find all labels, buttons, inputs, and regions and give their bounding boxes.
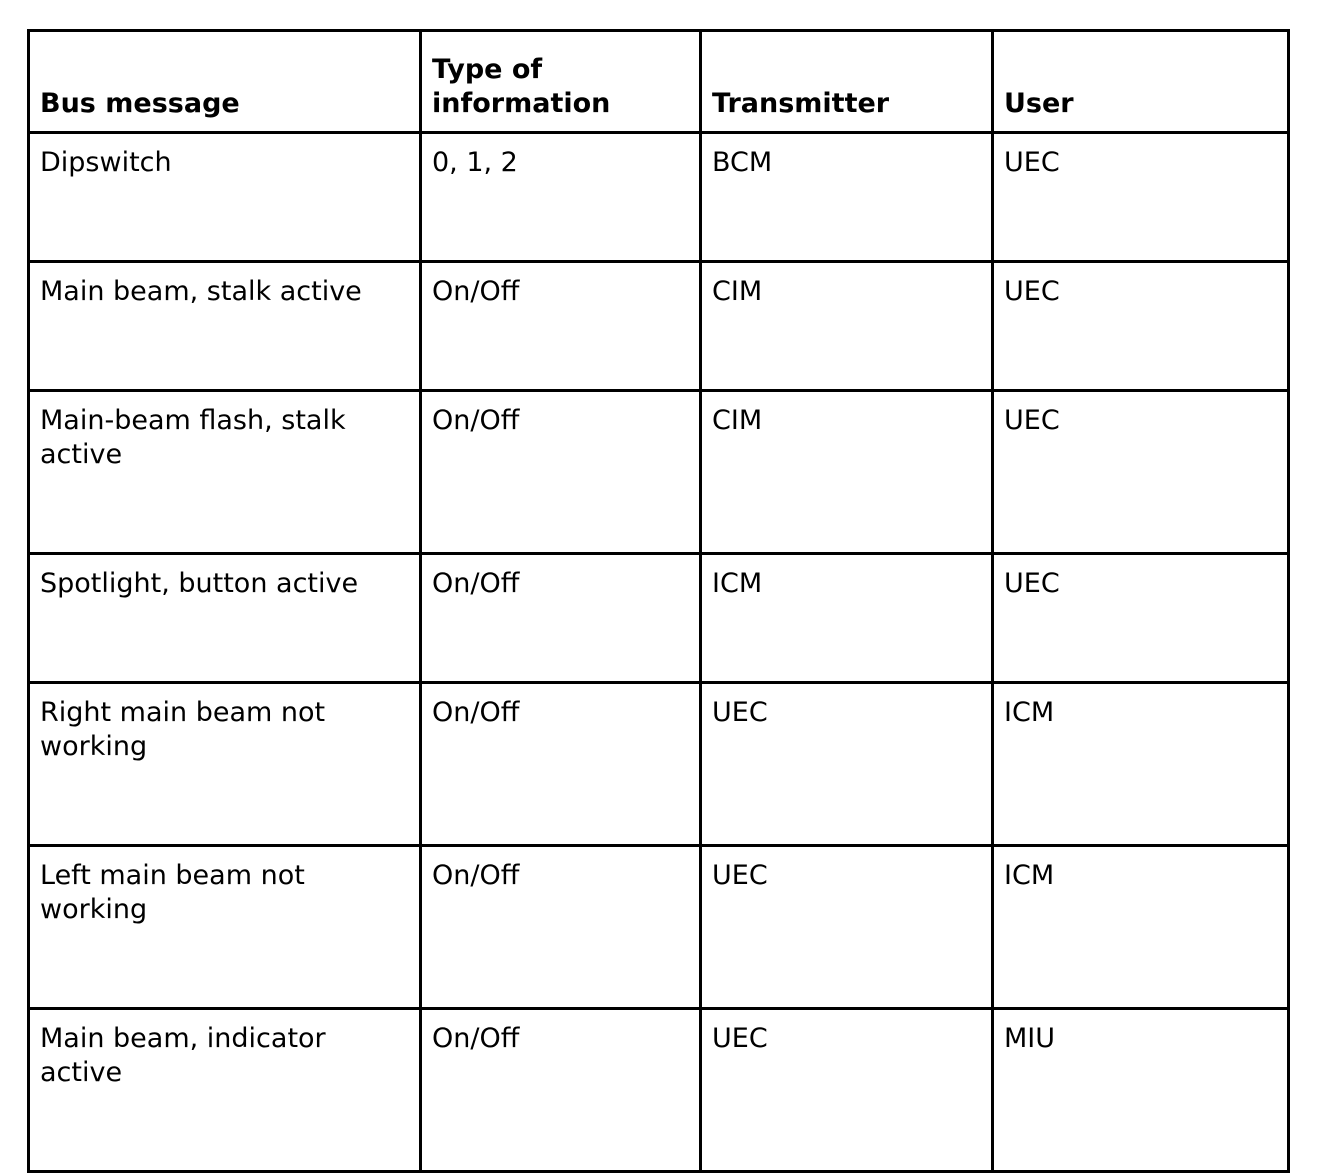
table-row [29,1009,1289,1172]
header-user: User [993,31,1289,133]
cell-bus-message: Right main beam not working [29,683,421,846]
table-header-row [29,31,1289,133]
cell-transmitter: CIM [701,262,993,391]
cell-type-of-information: On/Off [421,391,701,554]
cell-type-of-information: On/Off [421,554,701,683]
cell-bus-message: Main-beam flash, stalk active [29,391,421,554]
cell-user: UEC [993,554,1289,683]
table-row [29,846,1289,1009]
cell-type-of-information: On/Off [421,1009,701,1172]
cell-transmitter: BCM [701,133,993,262]
cell-transmitter: UEC [701,683,993,846]
cell-transmitter: UEC [701,846,993,1009]
cell-transmitter: UEC [701,1009,993,1172]
cell-user: ICM [993,846,1289,1009]
table-row [29,683,1289,846]
cell-bus-message: Spotlight, button active [29,554,421,683]
cell-transmitter: CIM [701,391,993,554]
cell-bus-message: Left main beam not working [29,846,421,1009]
cell-user: UEC [993,391,1289,554]
table-row [29,133,1289,262]
cell-bus-message: Dipswitch [29,133,421,262]
cell-bus-message: Main beam, stalk active [29,262,421,391]
header-transmitter: Transmitter [701,31,993,133]
cell-type-of-information: On/Off [421,846,701,1009]
cell-user: ICM [993,683,1289,846]
cell-user: MIU [993,1009,1289,1172]
cell-bus-message: Main beam, indicator active [29,1009,421,1172]
cell-type-of-information: On/Off [421,262,701,391]
table-row [29,554,1289,683]
cell-transmitter: ICM [701,554,993,683]
cell-type-of-information: On/Off [421,683,701,846]
table-row [29,391,1289,554]
cell-type-of-information: 0, 1, 2 [421,133,701,262]
bus-message-table [27,29,1290,1173]
cell-user: UEC [993,133,1289,262]
cell-user: UEC [993,262,1289,391]
header-type-of-information: Type of information [421,31,701,133]
header-bus-message: Bus message [29,31,421,133]
table-row [29,262,1289,391]
